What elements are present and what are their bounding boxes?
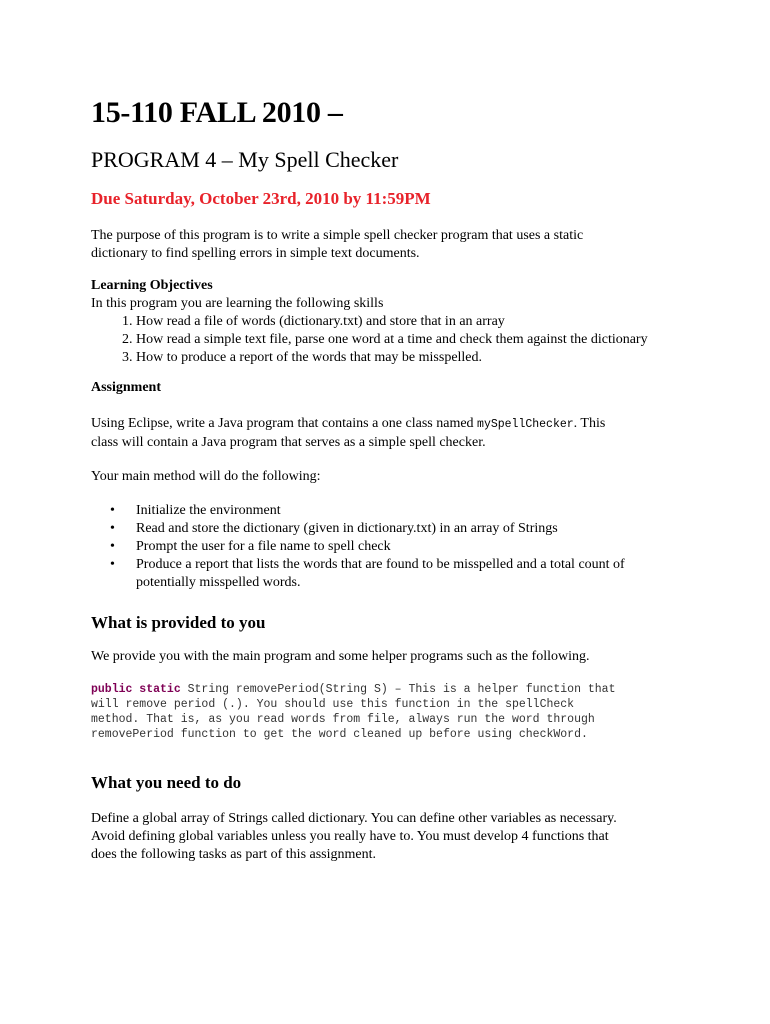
purpose-line-1: The purpose of this program is to write a simple spell checker program that uses a static [91, 228, 584, 243]
task-item [110, 538, 681, 556]
need-line-2: Avoid defining global variables unless you really have to. You must develop 4 functions that [91, 829, 609, 844]
objective-item: 1. How read a file of words (dictionary.txt) and store that in an array [136, 313, 681, 331]
task-item [110, 502, 681, 520]
main-method-intro: Your main method will do the following: [91, 469, 321, 484]
task-text: Produce a report that lists the words that are found to be misspelled and a total count of potentially misspelled words. [136, 557, 625, 590]
task-item [110, 556, 681, 592]
code-snippet [91, 682, 681, 742]
course-title: 15-110 FALL 2010 – [91, 96, 343, 129]
need-paragraph [91, 810, 681, 864]
assignment-paragraph [91, 415, 681, 452]
class-name-code: mySpellChecker [477, 418, 574, 431]
code-line-2: will remove period (.). You should use this function in the spellCheck [91, 698, 575, 711]
objectives-intro: In this program you are learning the following skills [91, 296, 384, 311]
purpose-line-2: dictionary to find spelling errors in simple text documents. [91, 246, 420, 261]
code-line-1: String removePeriod(String S) – This is a helper function that [180, 683, 616, 696]
objectives-heading: Learning Objectives [91, 278, 213, 293]
code-keyword: public static [91, 683, 181, 696]
program-title: PROGRAM 4 – My Spell Checker [91, 147, 399, 172]
objective-item: 3. How to produce a report of the words that may be misspelled. [136, 349, 681, 367]
assignment-line-2: class will contain a Java program that serves as a simple spell checker. [91, 435, 486, 450]
need-line-3: does the following tasks as part of this assignment. [91, 847, 377, 862]
code-line-4: removePeriod function to get the word cleaned up before using checkWord. [91, 728, 588, 741]
need-heading: What you need to do [91, 773, 242, 792]
task-text: Prompt the user for a file name to spell check [136, 539, 391, 554]
document-content [91, 95, 681, 864]
provided-heading: What is provided to you [91, 613, 266, 632]
due-date: Due Saturday, October 23rd, 2010 by 11:59PM [91, 189, 431, 208]
assignment-text-post: . This [573, 416, 606, 431]
code-line-3: method. That is, as you read words from file, always run the word through [91, 713, 595, 726]
objective-item: 2. How read a simple text file, parse one word at a time and check them against the dictionary [136, 331, 681, 349]
objectives-list [91, 313, 681, 367]
need-line-1: Define a global array of Strings called dictionary. You can define other variables as necessary. [91, 811, 617, 826]
task-text: Initialize the environment [136, 503, 281, 518]
task-item [110, 520, 681, 538]
bullet-glyph: • [110, 503, 115, 518]
tasks-list [91, 502, 681, 592]
purpose-paragraph [91, 227, 681, 263]
bullet-glyph: • [110, 539, 115, 554]
bullet-glyph: • [110, 521, 115, 536]
task-text: Read and store the dictionary (given in dictionary.txt) in an array of Strings [136, 521, 558, 536]
assignment-text-pre: Using Eclipse, write a Java program that contains a one class named [91, 416, 478, 431]
bullet-glyph: • [110, 557, 115, 572]
provided-paragraph: We provide you with the main program and some helper programs such as the following. [91, 649, 590, 664]
assignment-heading: Assignment [91, 380, 162, 395]
